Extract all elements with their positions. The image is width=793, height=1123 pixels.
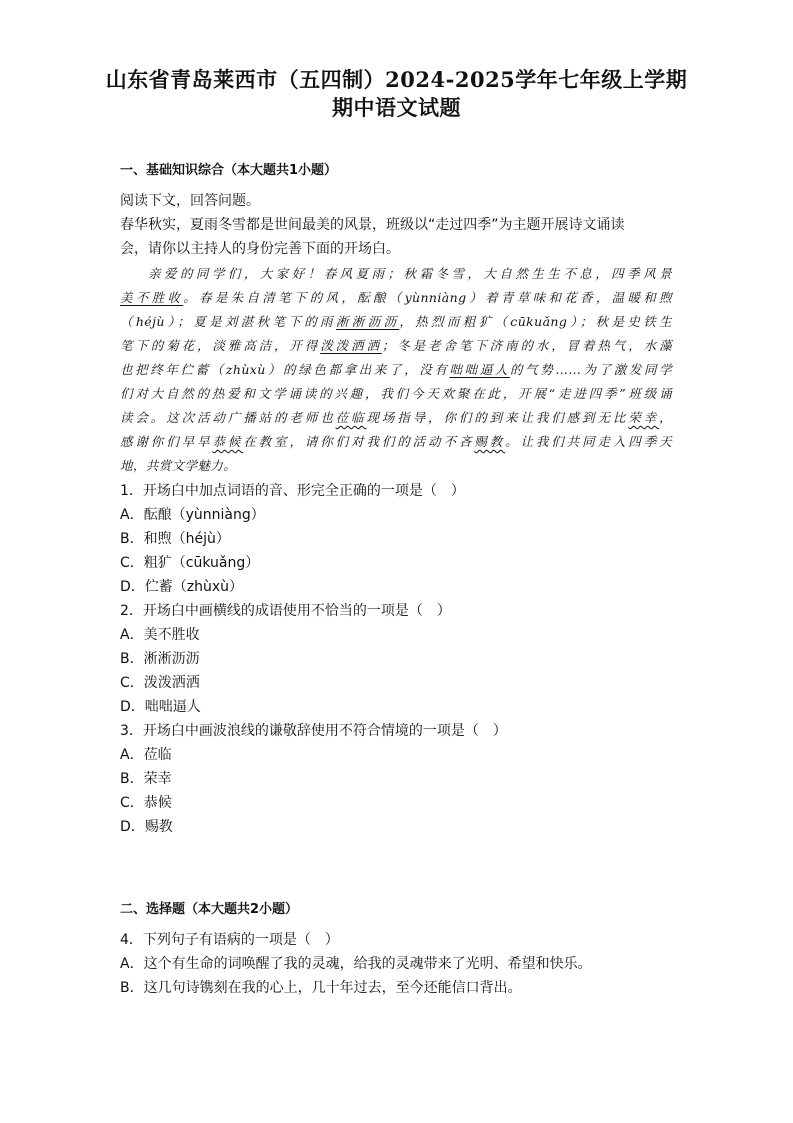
q4-option-b: B．这几句诗镌刻在我的心上，几十年过去，至今还能信口背出。 — [120, 980, 522, 996]
q2-option-b: B．淅淅沥沥 — [120, 651, 200, 667]
doc-title-line1: 山东省青岛莱西市（五四制）2024-2025学年七年级上学期 — [105, 67, 688, 92]
passage-text: 在教室，请你们对我们的活动不吝 — [243, 434, 475, 449]
question-1-stem: 1．开场白中加点词语的音、形完全正确的一项是（ ） — [120, 483, 465, 499]
passage-line3 — [120, 310, 672, 334]
q1-option-b: B．和煦（héjù） — [120, 531, 230, 547]
idiom-meibushengshou: 美不胜收 — [120, 290, 184, 305]
intro-line1: 阅读下文，回答问题。 — [120, 193, 260, 209]
idiom-popasasa: 泼泼洒洒 — [320, 338, 382, 353]
idiom-duoduobiren: 咄咄逼人 — [449, 362, 511, 377]
passage-text: 感谢你们早早 — [120, 434, 213, 449]
passage-text: ；冬是老舍笔下济南的水，冒着热气，水藻 — [381, 338, 672, 353]
passage-line5 — [120, 358, 672, 382]
passage-text: 笔下的菊花，淡雅高洁，开得 — [120, 338, 321, 353]
honorific-gonghou: 恭候 — [212, 434, 244, 449]
passage-text: ，热烈而粗犷（cūkuǎng）；秋是史铁生 — [399, 314, 672, 329]
passage-line4 — [120, 334, 672, 358]
q2-option-d: D．咄咄逼人 — [120, 699, 201, 715]
passage-line1: 亲爱的同学们，大家好！春风夏雨；秋霜冬雪，大自然生生不息，四季风景 — [148, 266, 672, 281]
passage-text: 现场指导，你们的到来让我们感到无比 — [366, 410, 629, 425]
passage-text: 读会。这次活动广播站的老师也 — [120, 410, 336, 425]
q2-option-c: C．泼泼洒洒 — [120, 675, 200, 691]
q3-option-a: A．莅临 — [120, 747, 172, 763]
q1-option-d: D．伫蓄（zhùxù） — [120, 579, 244, 595]
q3-option-c: C．恭候 — [120, 795, 172, 811]
q1-option-c: C．粗犷（cūkuǎng） — [120, 555, 260, 571]
passage-line9: 地，共赏文学魅力。 — [120, 458, 237, 473]
passage-text: ， — [659, 410, 672, 425]
honorific-lilin: 莅临 — [335, 410, 367, 425]
intro-line2: 春华秋实，夏雨冬雪都是世间最美的风景，班级以“走过四季”为主题开展诗文诵读 — [120, 217, 625, 233]
passage-text: 。春是朱自清笔下的风，酝酿（yùnniàng）着青草味和花香，温暖和煦 — [183, 290, 673, 305]
passage-line2 — [120, 286, 672, 310]
question-3-stem: 3．开场白中画波浪线的谦敬辞使用不符合情境的一项是（ ） — [120, 723, 507, 739]
passage-text: 的气势……为了激发同学 — [510, 362, 673, 377]
q1-option-a: A．酝酿（yùnniàng） — [120, 507, 265, 523]
passage-line6: 们对大自然的热爱和文学诵读的兴趣，我们今天欢聚在此，开展“走进四季”班级诵 — [120, 386, 672, 401]
passage-text: （héjù）；夏是刘湛秋笔下的雨 — [120, 314, 336, 329]
idiom-xixilili: 淅淅沥沥 — [335, 314, 400, 329]
q3-option-b: B．荣幸 — [120, 771, 172, 787]
passage-line8 — [120, 430, 672, 454]
section2-heading: 二、选择题（本大题共2小题） — [120, 902, 299, 917]
q2-option-a: A．美不胜收 — [120, 627, 200, 643]
q4-option-a: A．这个有生命的词唤醒了我的灵魂，给我的灵魂带来了光明、希望和快乐。 — [120, 956, 592, 972]
passage-text: 。让我们共同走入四季天 — [505, 434, 672, 449]
section1-heading: 一、基础知识综合（本大题共1小题） — [120, 163, 338, 178]
q3-option-d: D．赐教 — [120, 819, 173, 835]
intro-line3: 会，请你以主持人的身份完善下面的开场白。 — [120, 241, 400, 257]
passage-line7 — [120, 406, 672, 430]
doc-title-line2: 期中语文试题 — [332, 95, 461, 120]
honorific-cijiao: 赐教 — [474, 434, 506, 449]
passage-text: 也把终年伫蓄（zhùxù）的绿色都拿出来了，没有 — [120, 362, 450, 377]
honorific-rongxing: 荣幸 — [628, 410, 660, 425]
question-2-stem: 2．开场白中画横线的成语使用不恰当的一项是（ ） — [120, 603, 451, 619]
question-4-stem: 4．下列句子有语病的一项是（ ） — [120, 932, 339, 948]
